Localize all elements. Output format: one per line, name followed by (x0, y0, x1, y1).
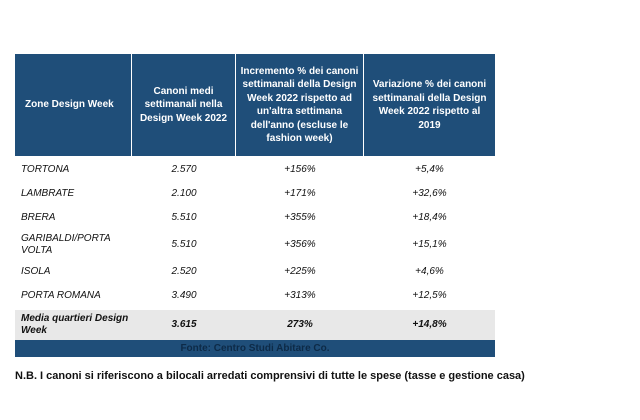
header-incremento: Incremento % dei canoni settimanali della Design Week 2022 rispetto ad un'altra settimana dell'anno (escluse le fashion week) (236, 54, 364, 156)
table-row (15, 182, 495, 206)
summary-variazione: +14,8% (412, 319, 447, 330)
cell-variazione: +12,5% (412, 290, 447, 301)
source-text: Fonte: Centro Studi Abitare Co. (180, 343, 330, 354)
cell-canone: 2.100 (171, 188, 197, 199)
rent-table (15, 54, 495, 357)
summary-zone: Media quartieri Design Week (21, 313, 129, 336)
table-row (15, 206, 495, 230)
summary-row (15, 310, 495, 340)
cell-zone: LAMBRATE (21, 188, 75, 199)
cell-variazione: +32,6% (412, 188, 447, 199)
cell-canone: 3.490 (171, 290, 197, 301)
cell-incremento: +313% (284, 290, 316, 301)
summary-incremento: 273% (287, 319, 313, 330)
cell-variazione: +18,4% (412, 212, 447, 223)
table-header (15, 54, 495, 156)
cell-canone: 2.570 (171, 164, 197, 175)
summary-canone: 3.615 (171, 319, 197, 330)
cell-variazione: +5,4% (415, 164, 444, 175)
table-row (15, 230, 495, 260)
cell-canone: 2.520 (171, 266, 197, 277)
header-zone: Zone Design Week (15, 54, 132, 156)
cell-canone: 5.510 (171, 239, 197, 250)
table-row (15, 260, 495, 284)
cell-zone: ISOLA (21, 266, 51, 277)
cell-variazione: +15,1% (412, 239, 447, 250)
header-variazione: Variazione % dei canoni settimanali della Design Week 2022 rispetto al 2019 (372, 79, 487, 131)
cell-incremento: +156% (284, 164, 316, 175)
table-row (15, 284, 495, 308)
source-bar (15, 340, 495, 357)
cell-incremento: +171% (284, 188, 316, 199)
cell-zone: PORTA ROMANA (21, 290, 101, 301)
cell-incremento: +355% (284, 212, 316, 223)
cell-zone: BRERA (21, 212, 56, 223)
cell-incremento: +225% (284, 266, 316, 277)
cell-zone: GARIBALDI/PORTA VOLTA (21, 233, 111, 256)
table-row (15, 158, 495, 182)
cell-canone: 5.510 (171, 212, 197, 223)
cell-variazione: +4,6% (415, 266, 444, 277)
cell-zone: TORTONA (21, 164, 70, 175)
cell-incremento: +356% (284, 239, 316, 250)
header-canoni: Canoni medi settimanali nella Design Week 2022 (132, 54, 236, 156)
footnote: N.B. I canoni si riferiscono a bilocali arredati comprensivi di tutte le spese (tasse e gestione casa) (15, 370, 525, 382)
